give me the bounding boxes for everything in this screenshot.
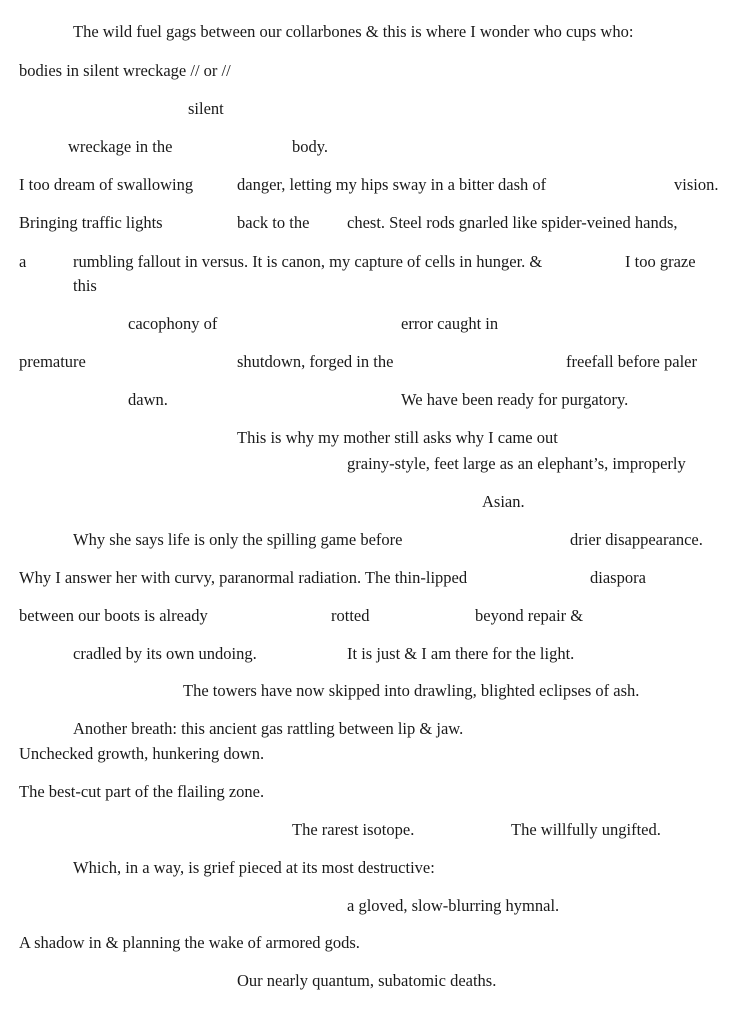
poem-line: silent bbox=[188, 99, 224, 118]
poem-line: The towers have now skipped into drawling, blighted eclipses of ash. bbox=[183, 681, 640, 700]
poem-line-fragment: danger, letting my hips sway in a bitter dash of bbox=[237, 175, 547, 194]
poem-line-fragment: I too graze bbox=[625, 252, 696, 271]
poem-line: A shadow in & planning the wake of armored gods. bbox=[19, 933, 360, 952]
poem-line-fragment: It is just & I am there for the light. bbox=[347, 644, 575, 663]
poem-line-fragment: Why she says life is only the spilling game before bbox=[73, 530, 403, 549]
poem-line-fragment: The rarest isotope. bbox=[292, 820, 415, 839]
poem-line: Another breath: this ancient gas rattling between lip & jaw. bbox=[73, 719, 464, 738]
poem-line-fragment: back to the bbox=[237, 213, 310, 232]
poem-line-fragment: rotted bbox=[331, 606, 370, 625]
poem-line-fragment: chest. Steel rods gnarled like spider-veined hands, bbox=[347, 213, 678, 232]
poem-line: The wild fuel gags between our collarbones & this is where I wonder who cups who: bbox=[73, 22, 634, 41]
poem-line-fragment: drier disappearance. bbox=[570, 530, 703, 549]
poem-line: This is why my mother still asks why I came out bbox=[237, 428, 558, 447]
poem-line-fragment: cradled by its own undoing. bbox=[73, 644, 257, 663]
poem-line-fragment: diaspora bbox=[590, 568, 646, 587]
poem-line-fragment: The willfully ungifted. bbox=[511, 820, 661, 839]
poem-line-fragment: beyond repair & bbox=[475, 606, 584, 625]
poem-line-fragment: We have been ready for purgatory. bbox=[401, 390, 629, 409]
poem-line: grainy-style, feet large as an elephant’s, improperly bbox=[347, 454, 686, 473]
poem-line-fragment: premature bbox=[19, 352, 86, 371]
poem-line-fragment: I too dream of swallowing bbox=[19, 175, 194, 194]
poem-line-fragment: freefall before paler bbox=[566, 352, 697, 371]
poem-line-fragment: between our boots is already bbox=[19, 606, 208, 625]
poem-line-fragment: cacophony of bbox=[128, 314, 218, 333]
poem-line-fragment: a bbox=[19, 252, 27, 271]
poem-line: Asian. bbox=[482, 492, 525, 511]
poem-line: Our nearly quantum, subatomic deaths. bbox=[237, 971, 497, 990]
poem-line-fragment: this bbox=[73, 276, 97, 295]
poem-line-fragment: Why I answer her with curvy, paranormal radiation. The thin-lipped bbox=[19, 568, 468, 587]
poem-line: Unchecked growth, hunkering down. bbox=[19, 744, 265, 763]
poem-line-fragment: vision. bbox=[674, 175, 719, 194]
poem-line-fragment: body. bbox=[292, 137, 329, 156]
poem-line: a gloved, slow-blurring hymnal. bbox=[347, 896, 560, 915]
poem-line-fragment: error caught in bbox=[401, 314, 499, 333]
poem-line-fragment: Bringing traffic lights bbox=[19, 213, 163, 232]
poem-line: The best-cut part of the flailing zone. bbox=[19, 782, 265, 801]
poem-line: Which, in a way, is grief pieced at its most destructive: bbox=[73, 858, 435, 877]
poem-line-fragment: rumbling fallout in versus. It is canon, my capture of cells in hunger. & bbox=[73, 252, 543, 271]
poem-line-fragment: shutdown, forged in the bbox=[237, 352, 394, 371]
poem-line-fragment: wreckage in the bbox=[68, 137, 173, 156]
poem-line: bodies in silent wreckage // or // bbox=[19, 61, 231, 80]
poem-line-fragment: dawn. bbox=[128, 390, 168, 409]
